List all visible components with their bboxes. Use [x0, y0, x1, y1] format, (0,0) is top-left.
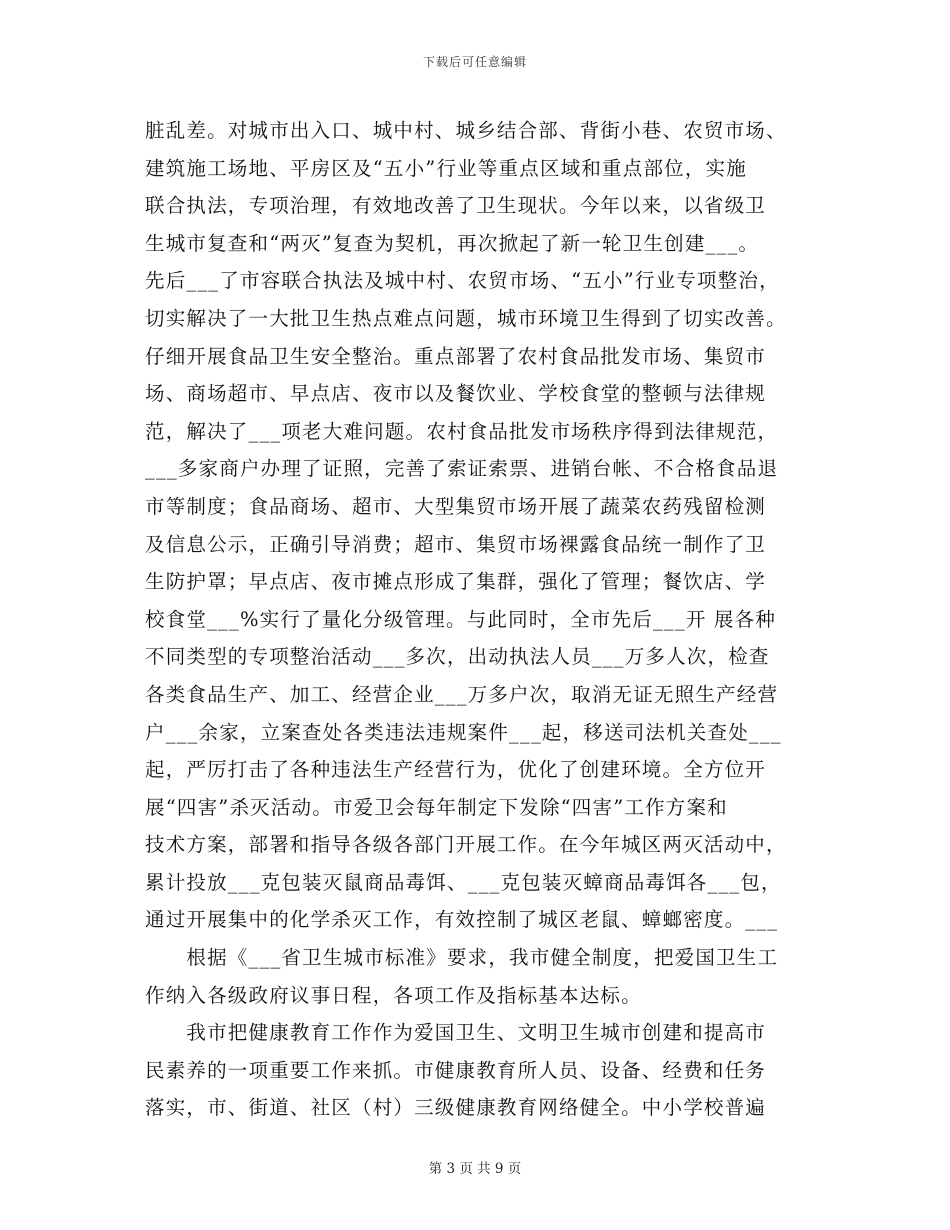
text-line: 落实，市、街道、社区（村）三级健康教育网络健全。中小学校普遍: [145, 1096, 767, 1120]
text-line: 根据《___省卫生城市标准》要求，我市健全制度，把爱国卫生工: [145, 946, 779, 970]
text-line: 作纳入各级政府议事日程，各项工作及指标基本达标。: [145, 983, 642, 1007]
text-line: 脏乱差。对城市出入口、城中村、城乡结合部、背街小巷、农贸市场、: [145, 119, 787, 142]
text-line: 生防护罩；早点店、夜市摊点形成了集群，强化了管理；餐饮店、学: [145, 570, 767, 594]
text-line: 生城市复查和“两灭”复查为契机，再次掀起了新一轮卫生创建___。: [145, 231, 760, 255]
text-line: ___多家商户办理了证照，完善了索证索票、进销台帐、不合格食品退: [145, 457, 779, 481]
text-line: 场、商场超市、早点店、夜市以及餐饮业、学校食堂的整顿与法律规: [145, 382, 767, 406]
text-line: 市等制度；食品商场、超市、大型集贸市场开展了蔬菜农药残留检测: [145, 494, 767, 518]
document-body: [145, 112, 805, 1127]
text-line: 仔细开展食品卫生安全整治。重点部署了农村食品批发市场、集贸市: [145, 344, 767, 368]
text-line: 校食堂___%实行了量化分级管理。与此同时，全市先后___开 展各种: [145, 607, 777, 631]
page-header: 下载后可任意编辑: [422, 55, 527, 69]
text-line: 民素养的一项重要工作来抓。市健康教育所人员、设备、经费和任务: [145, 1058, 767, 1082]
text-line: 户___余家，立案查处各类违法违规案件___起，移送司法机关查处___: [145, 720, 782, 744]
text-line: 我市把健康教育工作作为爱国卫生、文明卫生城市创建和提高市: [145, 1021, 767, 1045]
text-line: 先后___了市容联合执法及城中村、农贸市场、“五小”行业专项整治，: [145, 269, 780, 293]
text-line: 及信息公示，正确引导消费；超市、集贸市场裸露食品统一制作了卫: [145, 532, 767, 556]
text-line: 联合执法，专项治理，有效地改善了卫生现状。今年以来，以省级卫: [145, 194, 767, 218]
text-line: 展“四害”杀灭活动。市爱卫会每年制定下发除“四害”工作方案和: [145, 795, 728, 819]
text-line: 起，严厉打击了各种违法生产经营行为，优化了创建环境。全方位开: [145, 758, 767, 782]
text-line: 累计投放___克包装灭鼠商品毒饵、___克包装灭蟑商品毒饵各___包，: [145, 870, 782, 894]
page-footer: 第 3 页 共 9 页: [428, 1161, 522, 1177]
text-line: 不同类型的专项整治活动___多次，出动执法人员___万多人次，检查: [145, 645, 770, 669]
text-line: 建筑施工场地、平房区及“五小”行业等重点区域和重点部位，实施: [145, 156, 747, 180]
text-line: 技术方案，部署和指导各级各部门开展工作。在今年城区两灭活动中，: [145, 833, 787, 857]
text-line: 各类食品生产、加工、经营企业___万多户次，取消无证无照生产经营: [145, 682, 779, 706]
text-line: 通过开展集中的化学杀灭工作，有效控制了城区老鼠、蟑螂密度。___: [145, 908, 779, 932]
text-line: 切实解决了一大批卫生热点难点问题，城市环境卫生得到了切实改善。: [145, 306, 787, 330]
text-line: 范，解决了___项老大难问题。农村食品批发市场秩序得到法律规范，: [145, 419, 779, 443]
